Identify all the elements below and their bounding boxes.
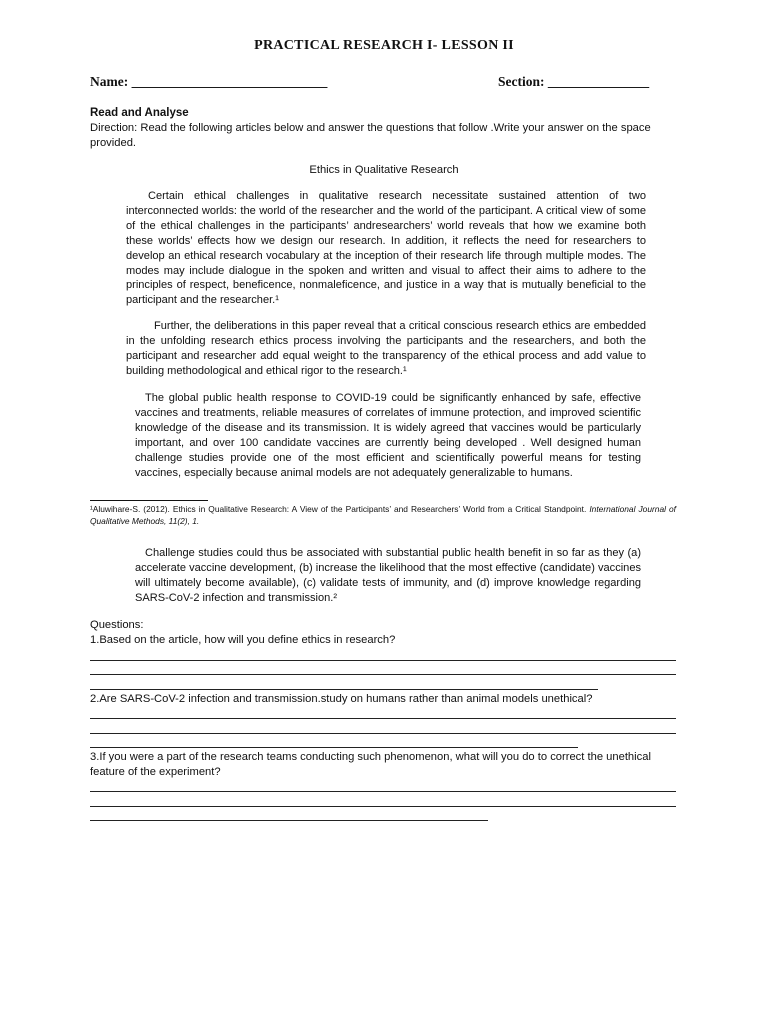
answer-line[interactable] [90,806,676,807]
footnote [90,504,676,527]
answer-line[interactable] [90,747,578,748]
section-field[interactable]: Section: _______________ [498,74,650,89]
question-3: 3.If you were a part of the research teams conducting such phenomenon, what will you do to correct the unethical feature of the experiment? [90,751,651,778]
article-paragraph-1: Certain ethical challenges in qualitative research necessitate sustained attention of two interconnected worlds: the world of the researcher and the world of the participant. A critical view of some of the ethical challenges in the participants’ andresearchers’ world reveals that how we examine both these worlds’ effects how we design our research. In addition, it reflects the need for researchers to develop an ethical research vocabulary at the inception of their research life through multiple modes. The modes may include dialogue in the spoken and written and visual to affect their aims to adhere to the principles of respect, beneficence, nonmaleficence, and justice in a way that is mutually beneficial to the participant and the researcher.¹ [126,190,646,307]
article-title: Ethics in Qualitative Research [309,164,459,176]
footnote-divider [90,500,208,501]
question-1: 1.Based on the article, how will you define ethics in research? [90,634,396,646]
answer-line[interactable] [90,660,676,661]
answer-line[interactable] [90,820,488,821]
answer-line[interactable] [90,791,676,792]
footnote-journal: International Journal of Qualitative Methods, 11(2), 1. [90,504,676,526]
answer-line[interactable] [90,689,598,690]
questions-heading: Questions: [90,619,144,631]
student-info-row [90,74,680,90]
answer-line[interactable] [90,733,676,734]
name-field[interactable]: Name: _____________________________ [90,74,328,89]
question-2: 2.Are SARS-CoV-2 infection and transmission.study on humans rather than animal models unethical? [90,693,593,705]
article-paragraph-4: Challenge studies could thus be associated with substantial public health benefit in so far as they (a) accelerate vaccine development, (b) increase the likelihood that the most effective (candidate) vaccines will ultimately become available), (c) validate tests of immunity, and (d) improve knowledge regarding SARS-CoV-2 infection and transmission.² [135,547,641,604]
footnote-citation: ¹Aluwihare-S. (2012). Ethics in Qualitative Research: A View of the Participants’ and Researchers’ World from a Critical Standpoint. [90,504,590,514]
page-title: PRACTICAL RESEARCH I- LESSON II [254,38,514,53]
answer-line[interactable] [90,674,676,675]
instructions-heading: Read and Analyse [90,107,189,119]
answer-line[interactable] [90,718,676,719]
article-paragraph-2: Further, the deliberations in this paper reveal that a critical conscious research ethics are embedded in the unfolding research ethics process involving the participants and the researchers, and both the participant and researcher add equal weight to the transparency of the ethical process and add value to building methodological and ethical rigor to the research.¹ [126,320,646,377]
article-paragraph-3: The global public health response to COVID-19 could be significantly enhanced by safe, effective vaccines and treatments, reliable measures of correlates of immune protection, and improved scientific knowledge of the disease and its transmission. It is widely agreed that vaccines would be particularly important, and over 100 candidate vaccines are currently being developed . Well designed human challenge studies provide one of the most efficient and scientifically powerful means for testing vaccines, especially because animal models are not adequately generalizable to humans. [135,392,641,479]
instructions-direction: Direction: Read the following articles below and answer the questions that follow .Write your answer on the space provided. [90,122,651,149]
